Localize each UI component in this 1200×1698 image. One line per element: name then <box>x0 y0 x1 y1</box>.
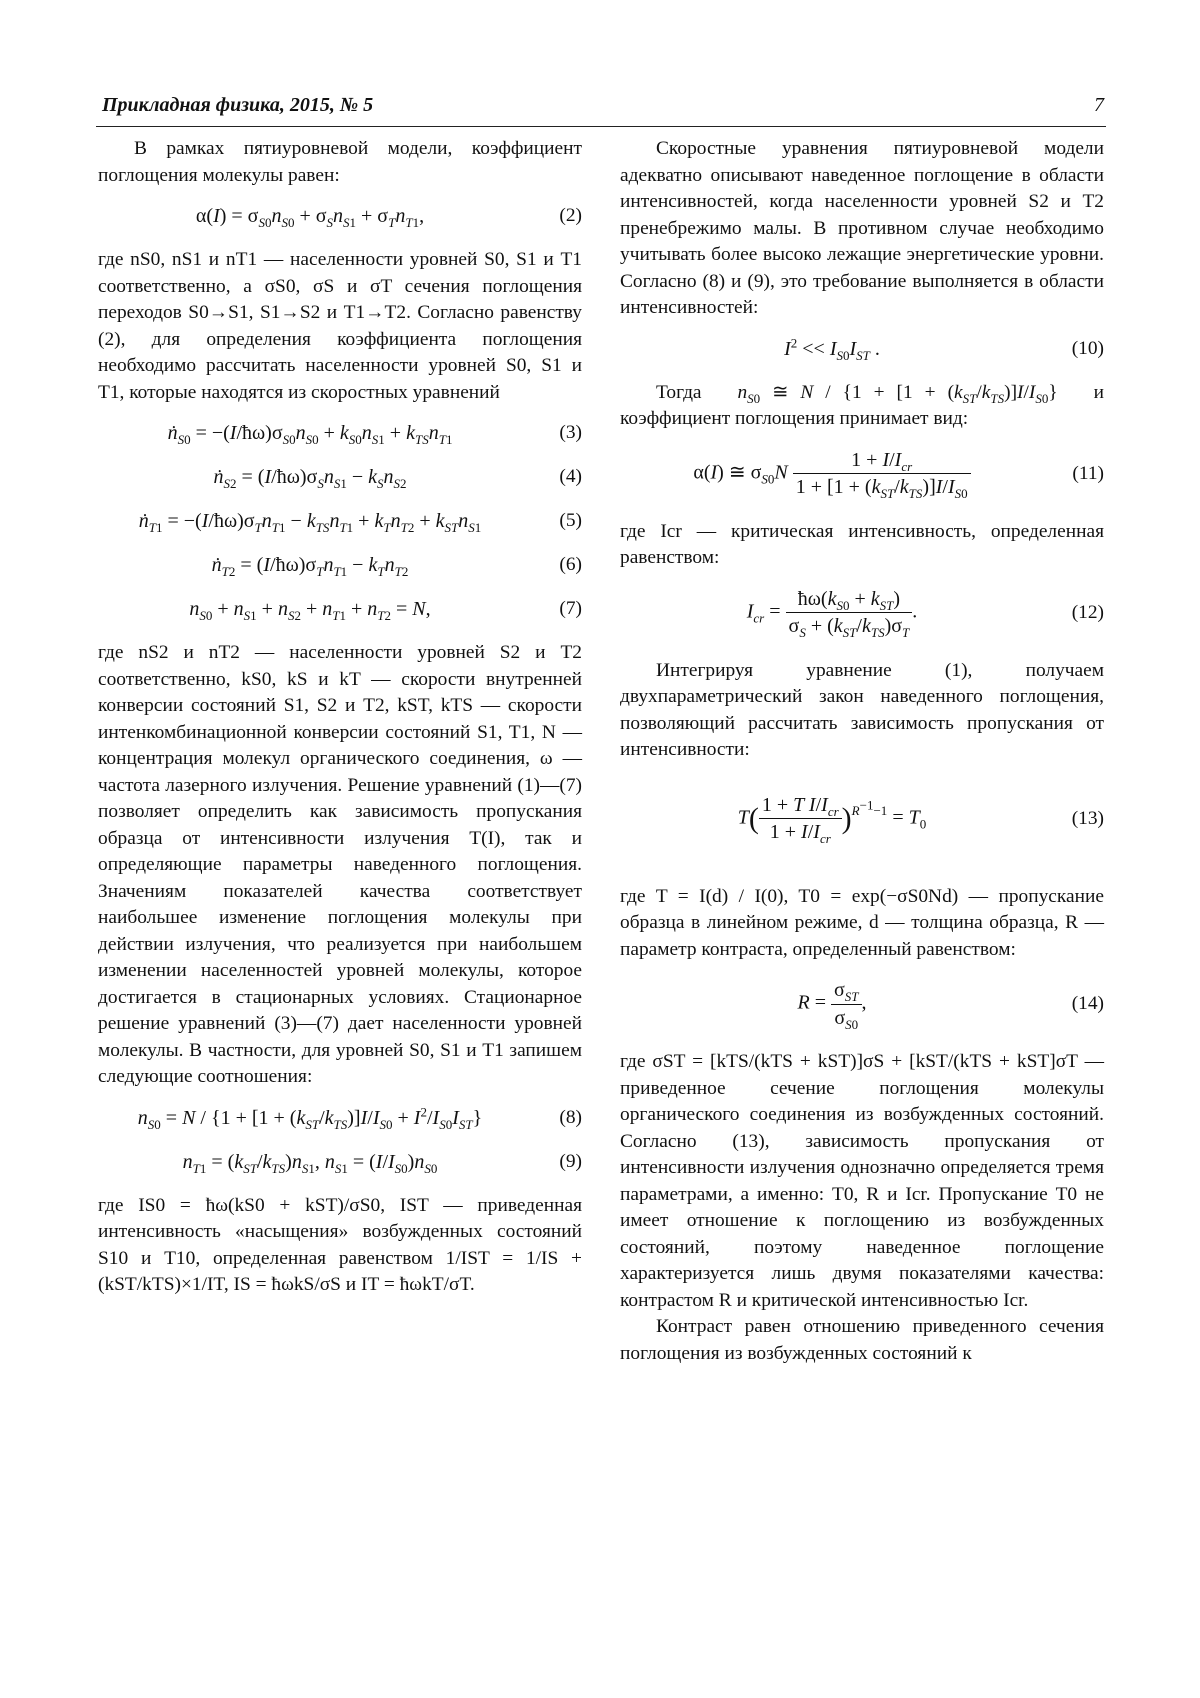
page-header <box>96 92 1106 127</box>
equation-number: (6) <box>559 554 582 575</box>
paragraph: где Icr — критическая интенсивность, определенная равенством: <box>620 520 1104 568</box>
equation-10: $I^2 << I_{S0}I_{ST}$ . (10) <box>784 334 1104 363</box>
equation-number: (13) <box>1071 807 1104 829</box>
equation-number: (4) <box>559 466 582 487</box>
paragraph: где T = I(d) / I(0), T0 = exp(−σS0Nd) — пропускание образца в линейном режиме, d — толщина образца, R — параметр контраста, определенный равенством: <box>620 885 1104 960</box>
paragraph: где σST = [kTS/(kTS + kST)]σS + [kST/(kTS + kST]σT — приведенное сечение поглощения молекулы органического соединения из возбужденных состояний. Согласно (13), зависимость пропускания от интенсивности излучения однозначно определяется тремя параметрами, а именно: T0, R и Icr. Пропускание T0 не имеет отношение к поглощению из возбужденных состояний, поэтому наведенное поглощение характеризуется лишь двумя показателями качества: контрастом R и критической интенсивностью Icr. <box>620 1051 1104 1311</box>
equation-number: (3) <box>559 422 582 443</box>
equation-number: (7) <box>559 598 582 619</box>
equation-4: ṅ$_{S2}$ = $(I/ħ\omega)\sigma_Sn_{S1} - k_Sn_{S2}$ (4) <box>213 466 582 491</box>
paragraph: где nS0, nS1 и nT1 — населенности уровней S0, S1 и T1 соответственно, а σS0, σS и σT сечения поглощения переходов S0→S1, S1→S2 и T1→T2. Согласно равенству (2), для определения коэффициента поглощения необходимо рассчитать населенности уровней S0, S1 и T1, которые находятся из скоростных уравнений <box>98 249 582 403</box>
equation-number: (12) <box>1071 601 1104 623</box>
equation-7: $n_{S0} + n_{S1} + n_{S2} + n_{T1} + n_{T2} = N$, (7) <box>189 598 582 623</box>
equation-number: (2) <box>559 205 582 226</box>
equation-12: $I_{cr}$ = $\frac{ħ\omega(k_{S0} + k_{ST})}{\sigma_S + (k_{ST}/k_{TS})\sigma_T}$ . (12) <box>746 587 1104 640</box>
paragraph: В рамках пятиуровневой модели, коэффициент поглощения молекулы равен: <box>98 138 582 186</box>
equation-13: T( $\frac{1 + T I/I_{cr}}{1 + I/I_{cr}}$ )$^{R^{-1}-1} = T_0$ (13) <box>737 793 1104 846</box>
equation-3: ṅ$_{S0}$ = $-(I/ħ\omega)\sigma_{S0}n_{S0} + k_{S0}n_{S1} + k_{TS}n_{T1}$ (3) <box>167 422 582 447</box>
equation-11: α(I) ≅ $\sigma_{S0}N$ $\frac{1 + I/I_{cr}}{1 + [1 + (k_{ST}/k_{TS})]I/I_{S0}}$ (11) <box>693 448 1104 501</box>
paragraph: Тогда $n_{S0}$ ≅ $N / \{1 + [1 + (k_{ST}/k_{TS})]I/I_{S0}\}$ и коэффициент поглощения принимает вид: <box>620 381 1104 429</box>
equation-14: R = $\frac{\sigma_{ST}}{\sigma_{S0}}$ , (14) <box>797 979 1104 1032</box>
equation-number: (14) <box>1071 993 1104 1014</box>
equation-number: (10) <box>1071 337 1104 359</box>
equation-number: (11) <box>1072 462 1104 484</box>
equation-2: $\alpha(I) = \sigma_{S0}n_{S0} + \sigma_Sn_{S1} + \sigma_Tn_{T1}$, (2) <box>195 205 582 230</box>
equation-9: $n_{T1} = (k_{ST}/k_{TS})n_{S1}$, $n_{S1} = (I/I_{S0})n_{S0}$ (9) <box>182 1150 582 1176</box>
equation-8: $n_{S0} = N / \{1 + [1 + (k_{ST}/k_{TS})]I/I_{S0} + I^2/I_{S0}I_{ST}\}$ (8) <box>137 1103 582 1132</box>
equation-number: (5) <box>559 510 582 531</box>
page-number: 7 <box>1094 94 1104 116</box>
paragraph: Контраст равен отношению приведенного сечения поглощения из возбужденных состояний к <box>620 1316 1104 1364</box>
paragraph: где nS2 и nT2 — населенности уровней S2 и T2 соответственно, kS0, kS и kT — скорости внутренней конверсии состояний S1, S2 и T2, kST, kTS — скорости интенкомбинационной конверсии состояний S1, T1, N — концентрация молекул органического соединения, ω — частота лазерного излучения. Решение уравнений (1)—(7) позволяет определить как зависимость пропускания образца от интенсивности излучения T(I), так и определяющие параметры наведенного поглощения. Значениям показателей качества соответствует наибольшее изменение поглощения молекулы при действии излучения, что реализуется при наибольшем изменении населенностей уровней молекулы, которое достигается в стационарных условиях. Стационарное решение уравнений (3)—(7) дает населенности уровней молекулы. В частности, для уровней S0, S1 и T1 запишем следующие соотношения: <box>98 642 582 1087</box>
equation-number: (8) <box>559 1106 582 1128</box>
journal-title: Прикладная физика, 2015, № 5 <box>102 94 374 116</box>
equation-6: ṅ$_{T2}$ = $(I/ħ\omega)\sigma_Tn_{T1} - k_Tn_{T2}$ (6) <box>211 554 582 579</box>
paragraph: где IS0 = ħω(kS0 + kST)/σS0, IST — приведенная интенсивность «насыщения» возбужденных состояний S10 и T10, определенная равенством 1/IST = 1/IS + (kST/kTS)×1/IT, IS = ħωkS/σS и IT = ħωkT/σT. <box>98 1194 582 1295</box>
paragraph: Скоростные уравнения пятиуровневой модели адекватно описывают наведенное поглощение в области интенсивностей, когда населенности уровней S2 и T2 пренебрежимо малы. В противном случае необходимо учитывать более высоко лежащие энергетические уровни. Согласно (8) и (9), это требование выполняется в области интенсивностей: <box>620 138 1104 318</box>
paragraph: Интегрируя уравнение (1), получаем двухпараметрический закон наведенного поглощения, позволяющий рассчитать зависимость пропускания от интенсивности: <box>620 659 1104 760</box>
equation-number: (9) <box>559 1150 582 1172</box>
left-column <box>98 136 582 1299</box>
right-column <box>620 136 1104 1367</box>
equation-5: ṅ$_{T1}$ = $-(I/ħ\omega)\sigma_Tn_{T1} - k_{TS}n_{T1} + k_Tn_{T2} + k_{ST}n_{S1}$ (5) <box>138 510 582 535</box>
